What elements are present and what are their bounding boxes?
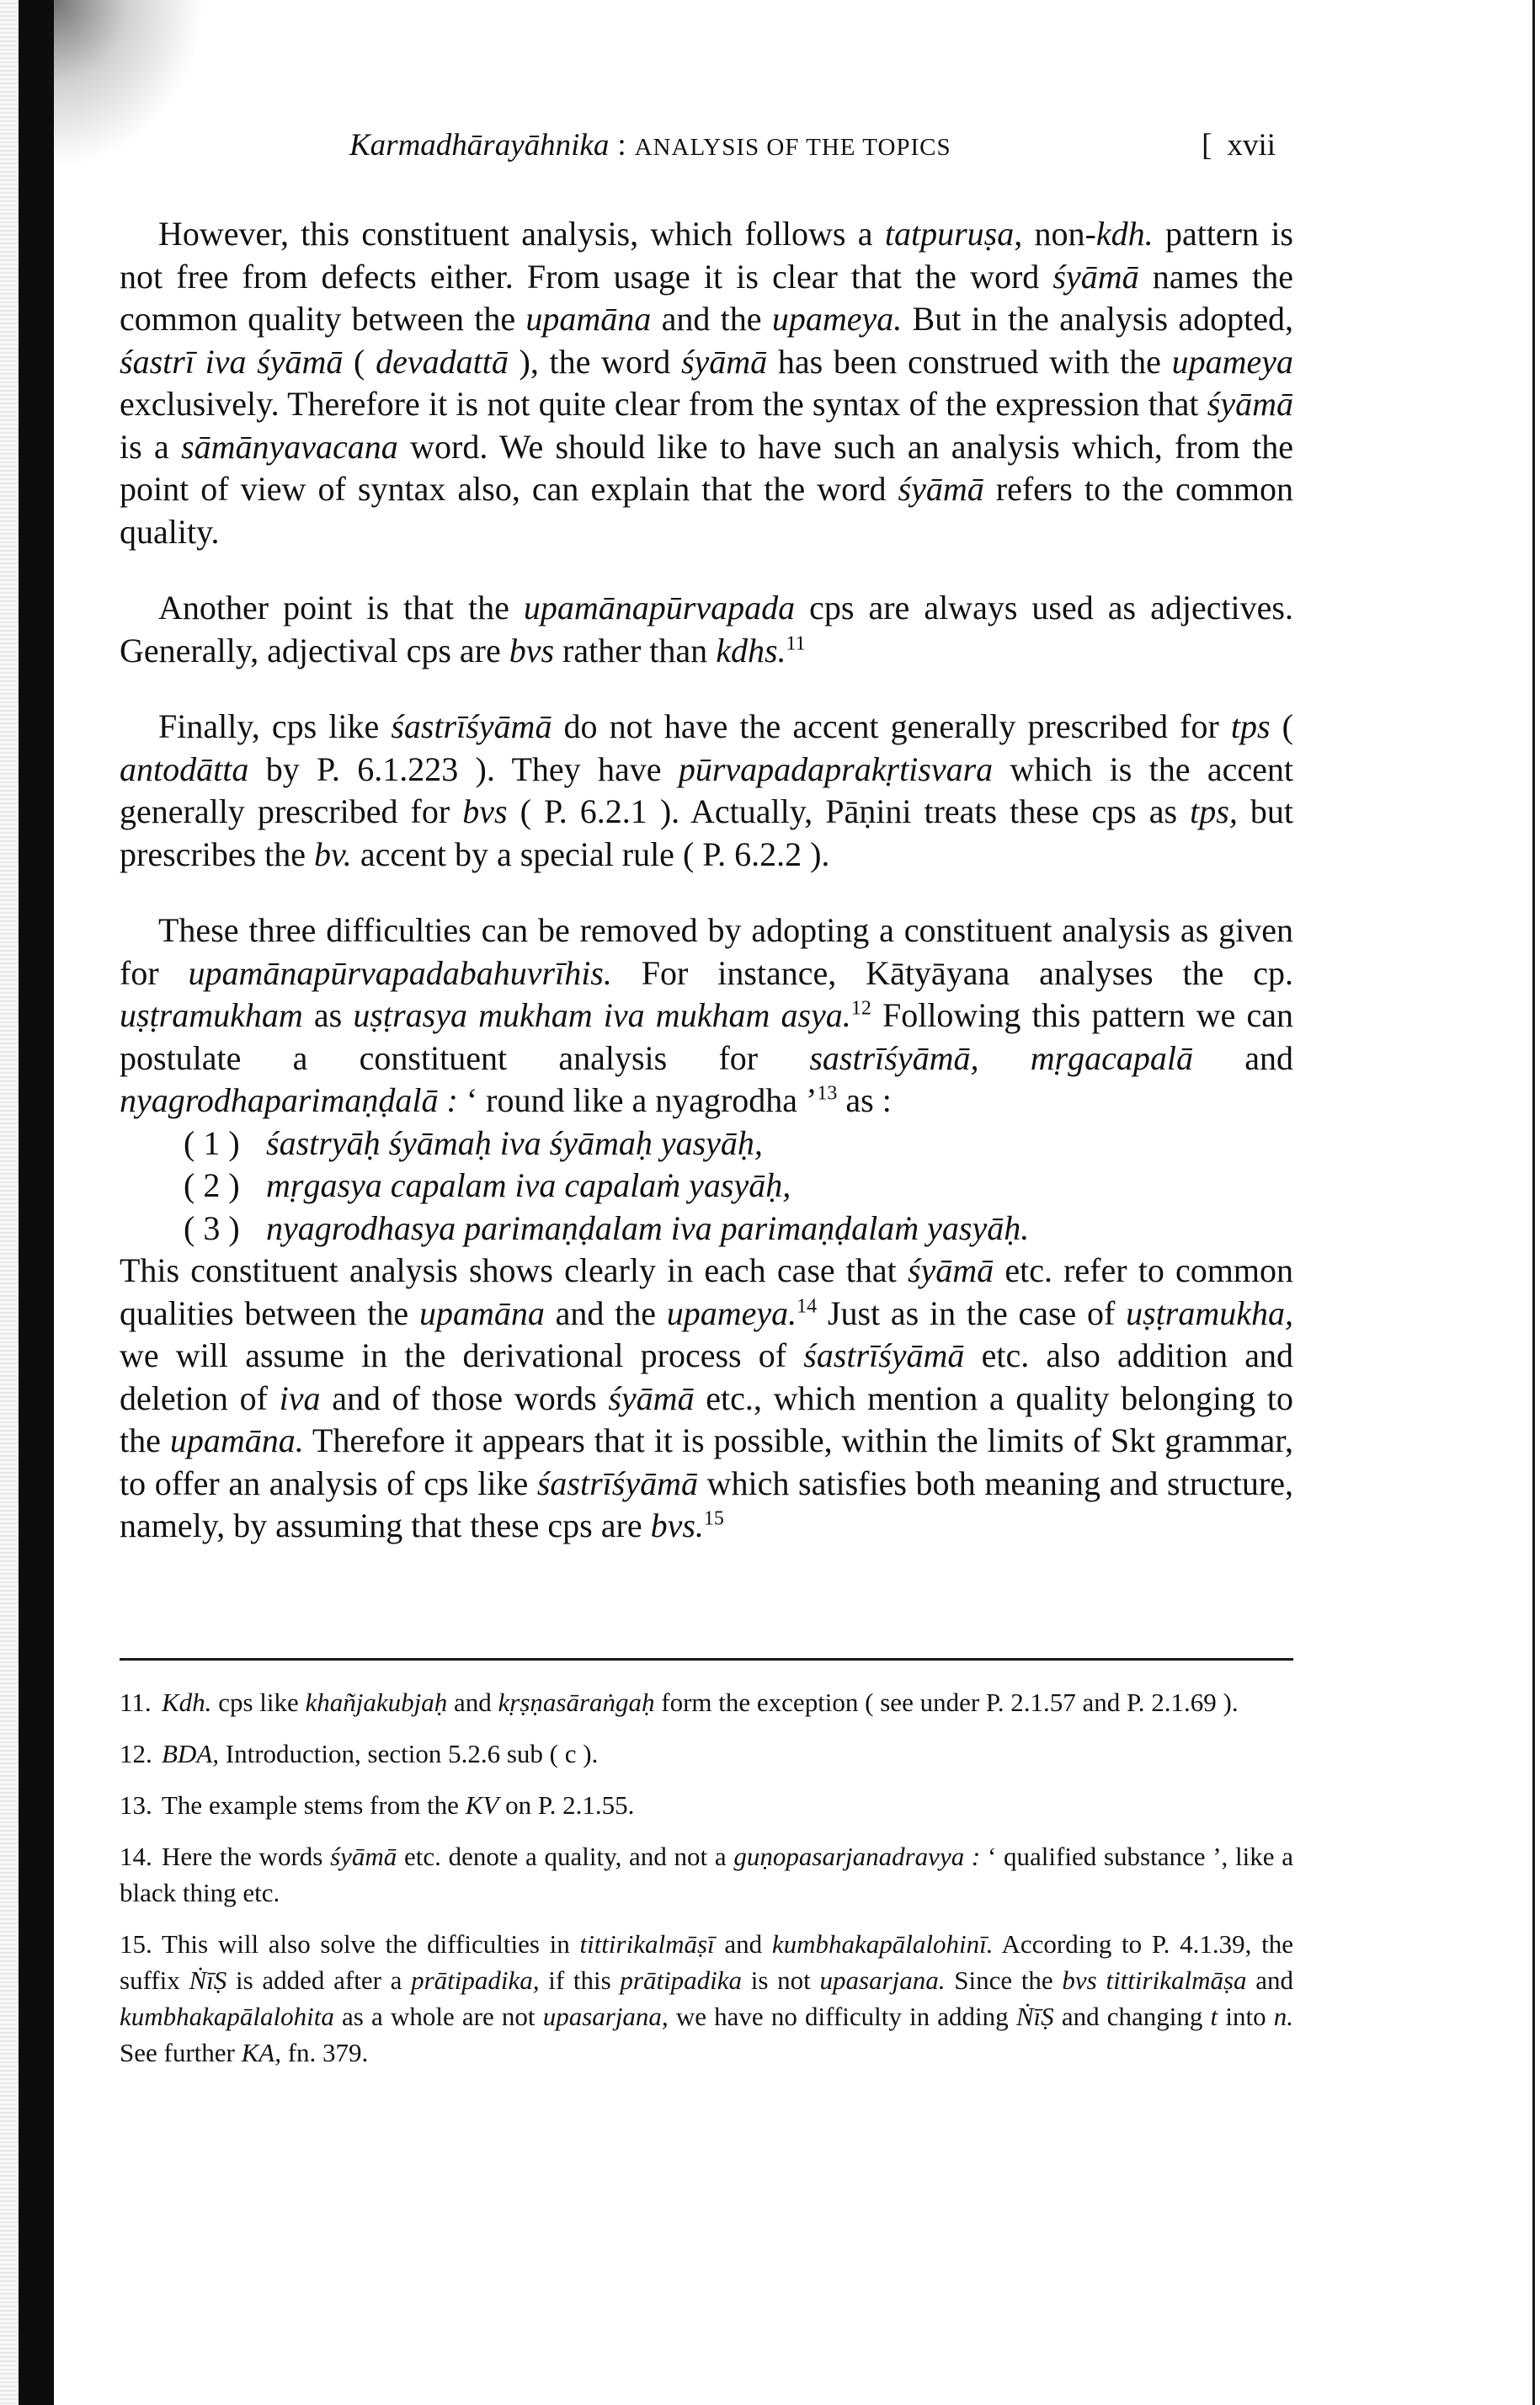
italic-term: KA, <box>241 2038 281 2067</box>
paragraph-1 <box>120 213 1293 553</box>
italic-term: śastrīśyāmā <box>536 1464 698 1502</box>
text: is a <box>120 427 182 466</box>
italic-term: BDA, <box>162 1739 220 1768</box>
text: which satisfies both meaning and structure, namely, by assuming that these cps are <box>120 1464 1293 1544</box>
text: pattern is not free from defects either. From usage it is clear that the word <box>120 215 1293 296</box>
italic-term: upameya. <box>771 300 903 338</box>
text: is not <box>742 1965 820 1995</box>
text: and the <box>544 1293 667 1332</box>
italic-term: uṣṭramukha, <box>1126 1293 1294 1332</box>
italic-term: tps <box>1230 707 1271 745</box>
italic-term: khañjakubjaḥ <box>305 1688 448 1717</box>
text: ), the word <box>508 342 681 381</box>
text: ‘ qualified substance ’, like a black thing etc. <box>120 1842 1293 1907</box>
footnote-ref-13[interactable]: 13 <box>817 1082 838 1105</box>
analysis-list <box>120 1123 1293 1250</box>
footnote-number: 12. <box>120 1739 152 1768</box>
italic-term: bvs <box>462 792 508 830</box>
text: and <box>1246 1965 1294 1995</box>
text: These three difficulties can be removed by adopting a constituent analysis as given for <box>120 911 1293 992</box>
text: and <box>714 1929 772 1959</box>
italic-term: uṣṭrasya mukham iva mukham asya. <box>353 996 851 1034</box>
italic-term: upamāna <box>525 300 652 338</box>
footnote-number: 14. <box>120 1842 152 1871</box>
list-text: śastryāḥ śyāmaḥ iva śyāmaḥ yasyāḥ, <box>266 1123 763 1162</box>
italic-term: upamānapūrvapadabahuvrīhis. <box>188 953 612 992</box>
italic-term: uṣṭramukham <box>120 996 303 1034</box>
italic-term: bvs. <box>650 1506 704 1544</box>
page-right-edge <box>1532 0 1535 2405</box>
footnote-ref-15[interactable]: 15 <box>703 1507 724 1530</box>
book-binding-shadow <box>19 0 54 2405</box>
italic-term: śyāmā <box>907 1251 994 1289</box>
text: Just as in the case of <box>817 1293 1127 1332</box>
header-section: ANALYSIS OF THE TOPICS <box>634 134 951 161</box>
footnote-number: 11. <box>120 1688 152 1717</box>
italic-term: upasarjana, <box>542 2002 669 2031</box>
paragraph-4 <box>120 909 1293 1123</box>
italic-term: śastrī iva śyāmā <box>120 342 344 381</box>
italic-term: pūrvapadaprakṛtisvara <box>678 749 994 788</box>
text: ( <box>1270 707 1294 745</box>
text: ( P. 6.2.1 ). Actually, Pāṇini treats these cps as <box>507 792 1191 830</box>
italic-term: ṄīṢ <box>189 1965 227 1995</box>
italic-term: śyāmā <box>898 470 984 508</box>
text: we have no difficulty in adding <box>668 2002 1016 2031</box>
text: by P. 6.1.223 ). They have <box>248 749 679 788</box>
paragraph-5 <box>120 1250 1293 1548</box>
text: For instance, Kātyāyana analyses the cp. <box>611 953 1294 992</box>
italic-term: t <box>1210 2002 1218 2031</box>
page-number-bracket: [ <box>1202 128 1212 163</box>
text: which is the accent generally prescribed for <box>120 749 1293 830</box>
text: ( <box>343 342 376 381</box>
text: See further <box>120 2038 242 2067</box>
footnote-number: 15. <box>120 1929 152 1959</box>
footnote-ref-14[interactable]: 14 <box>797 1295 818 1318</box>
footnote-13 <box>120 1787 1293 1823</box>
italic-term: kdh. <box>1095 215 1154 253</box>
text: etc. denote a quality, and not a <box>397 1842 734 1871</box>
text: cps like <box>211 1688 306 1717</box>
italic-term: śastrīśyāmā <box>803 1336 965 1374</box>
list-item <box>120 1165 1293 1208</box>
italic-term: antodātta <box>120 749 249 788</box>
italic-term: upamāna <box>418 1293 545 1332</box>
text: as : <box>837 1081 892 1119</box>
text: ‘ round like a nyagrodha ’ <box>457 1081 818 1119</box>
text: into <box>1218 2002 1274 2031</box>
text: do not have the accent generally prescribed for <box>552 707 1231 745</box>
italic-term: kdhs. <box>716 631 786 669</box>
footnote-15 <box>120 1926 1293 2071</box>
text: Introduction, section 5.2.6 sub ( c ). <box>219 1739 599 1768</box>
italic-term: tatpuruṣa <box>884 215 1015 253</box>
footnote-separator-rule <box>120 1658 1293 1661</box>
text: word. We should like to have such an analysis which, from the point of view of syntax also, can explain that the word <box>120 427 1294 508</box>
text: and of those words <box>320 1378 609 1417</box>
italic-term: śyāmā <box>1052 257 1139 296</box>
text: exclusively. Therefore it is not quite clear from the syntax of the expression that <box>120 385 1207 423</box>
italic-term: devadattā <box>376 342 509 381</box>
italic-term: bvs <box>509 631 555 669</box>
list-number: ( 1 ) <box>184 1123 240 1162</box>
italic-term: n. <box>1273 2002 1293 2031</box>
footnote-14 <box>120 1838 1293 1911</box>
text: and the <box>651 300 772 338</box>
text: , non- <box>1014 215 1096 253</box>
text: etc. refer to common qualities between the <box>120 1251 1293 1332</box>
footnote-12 <box>120 1736 1293 1772</box>
italic-term: upamānapūrvapada <box>523 589 796 627</box>
footnotes <box>120 1684 1293 2086</box>
text: on P. 2.1.55. <box>498 1790 635 1820</box>
text: and <box>447 1688 498 1717</box>
text: Here the words <box>162 1842 331 1871</box>
footnote-ref-11[interactable]: 11 <box>786 632 806 655</box>
text: Following this pattern we can postulate a constituent analysis for <box>120 996 1294 1077</box>
text: refers to the common quality. <box>120 470 1293 551</box>
italic-term: bvs tittirikalmāṣa <box>1062 1965 1247 1995</box>
italic-term: prātipadika, <box>411 1965 540 1995</box>
list-item <box>120 1208 1293 1250</box>
scan-corner-shadow <box>54 0 205 168</box>
italic-term: upameya <box>1171 342 1293 381</box>
text: and changing <box>1053 2002 1211 2031</box>
italic-term: śyāmā <box>1207 385 1293 423</box>
text: But in the analysis adopted, <box>902 300 1293 338</box>
text: etc., which mention a quality belonging to the <box>120 1378 1294 1459</box>
scan-edge-texture <box>0 0 19 2405</box>
text: accent by a special rule ( P. 6.2.2 ). <box>351 835 830 873</box>
paragraph-gap <box>120 553 1293 587</box>
text: However, this constituent analysis, which follows a <box>158 215 885 253</box>
text: cps are always used as adjectives. Generally, adjectival cps are <box>120 589 1293 669</box>
header-title: Karmadhārayāhnika <box>349 128 610 163</box>
italic-term: prātipadika <box>620 1965 743 1995</box>
italic-term: upamāna. <box>169 1421 304 1459</box>
text: Another point is that the <box>158 589 524 627</box>
italic-term: iva <box>279 1378 321 1417</box>
italic-term: KV <box>465 1790 499 1820</box>
list-text: nyagrodhasya parimaṇḍalam iva parimaṇḍalaṁ yasyāḥ. <box>266 1208 1030 1247</box>
italic-term: tps, <box>1190 792 1238 830</box>
main-text <box>120 213 1293 1548</box>
paragraph-2 <box>120 587 1293 672</box>
italic-term: upameya. <box>666 1293 797 1332</box>
text: This constituent analysis shows clearly in each case that <box>120 1251 908 1289</box>
text: Finally, cps like <box>158 707 392 745</box>
text: as a whole are not <box>333 2002 543 2031</box>
italic-term: kṛṣṇasāraṅgaḥ <box>498 1688 655 1717</box>
text: names the common quality between the <box>120 257 1293 338</box>
text: we will assume in the derivational process of <box>120 1336 804 1374</box>
text: has been construed with the <box>767 342 1172 381</box>
page-number <box>1202 125 1276 167</box>
italic-term: sāmānyavacana <box>181 427 398 466</box>
text: Therefore it appears that it is possible, within the limits of Skt grammar, to offer an analysis of cps like <box>120 1421 1293 1502</box>
list-text: mṛgasya capalam iva capalaṁ yasyāḥ, <box>266 1166 791 1204</box>
text: if this <box>539 1965 621 1995</box>
footnote-number: 13. <box>120 1790 152 1820</box>
italic-term: Kdh. <box>162 1688 212 1717</box>
italic-term: upasarjana. <box>819 1965 946 1995</box>
text: but prescribes the <box>120 792 1293 873</box>
italic-term: kumbhakapālalohita <box>120 2002 334 2031</box>
page-number-value: xvii <box>1227 128 1276 163</box>
italic-term: tittirikalmāṣī <box>579 1929 715 1959</box>
header-separator: : <box>617 128 626 163</box>
paragraph-gap <box>120 672 1293 706</box>
text: This will also solve the difficulties in <box>162 1929 580 1959</box>
text: Since the <box>945 1965 1063 1995</box>
text: The example stems from the <box>162 1790 466 1820</box>
italic-term: nyagrodhaparimaṇḍalā : <box>120 1081 458 1119</box>
paragraph-3 <box>120 706 1293 876</box>
italic-term: śyāmā <box>330 1842 397 1871</box>
text: form the exception ( see under P. 2.1.57 and P. 2.1.69 ). <box>654 1688 1239 1717</box>
text: is added after a <box>226 1965 412 1995</box>
text: rather than <box>554 631 717 669</box>
paragraph-gap <box>120 876 1293 909</box>
italic-term: sastrīśyāmā, mṛgacapalā <box>809 1038 1194 1077</box>
footnote-ref-12[interactable]: 12 <box>850 997 871 1020</box>
text: According to P. 4.1.39, the suffix <box>120 1929 1293 1995</box>
text: etc. also addition and deletion of <box>120 1336 1294 1417</box>
footnote-11 <box>120 1684 1293 1720</box>
italic-term: śyāmā <box>680 342 768 381</box>
italic-term: bv. <box>314 835 352 873</box>
text: as <box>302 996 354 1034</box>
text: and <box>1193 1038 1294 1077</box>
running-header <box>349 125 1276 167</box>
italic-term: guṇopasarjanadravya : <box>733 1842 981 1871</box>
italic-term: kumbhakapālalohinī. <box>771 1929 994 1959</box>
italic-term: śastrīśyāmā <box>391 707 552 745</box>
italic-term: śyāmā <box>608 1378 695 1417</box>
list-number: ( 2 ) <box>184 1166 240 1204</box>
list-number: ( 3 ) <box>184 1208 240 1247</box>
text: fn. 379. <box>280 2038 369 2067</box>
list-item <box>120 1123 1293 1165</box>
italic-term: ṄīṢ <box>1015 2002 1054 2031</box>
